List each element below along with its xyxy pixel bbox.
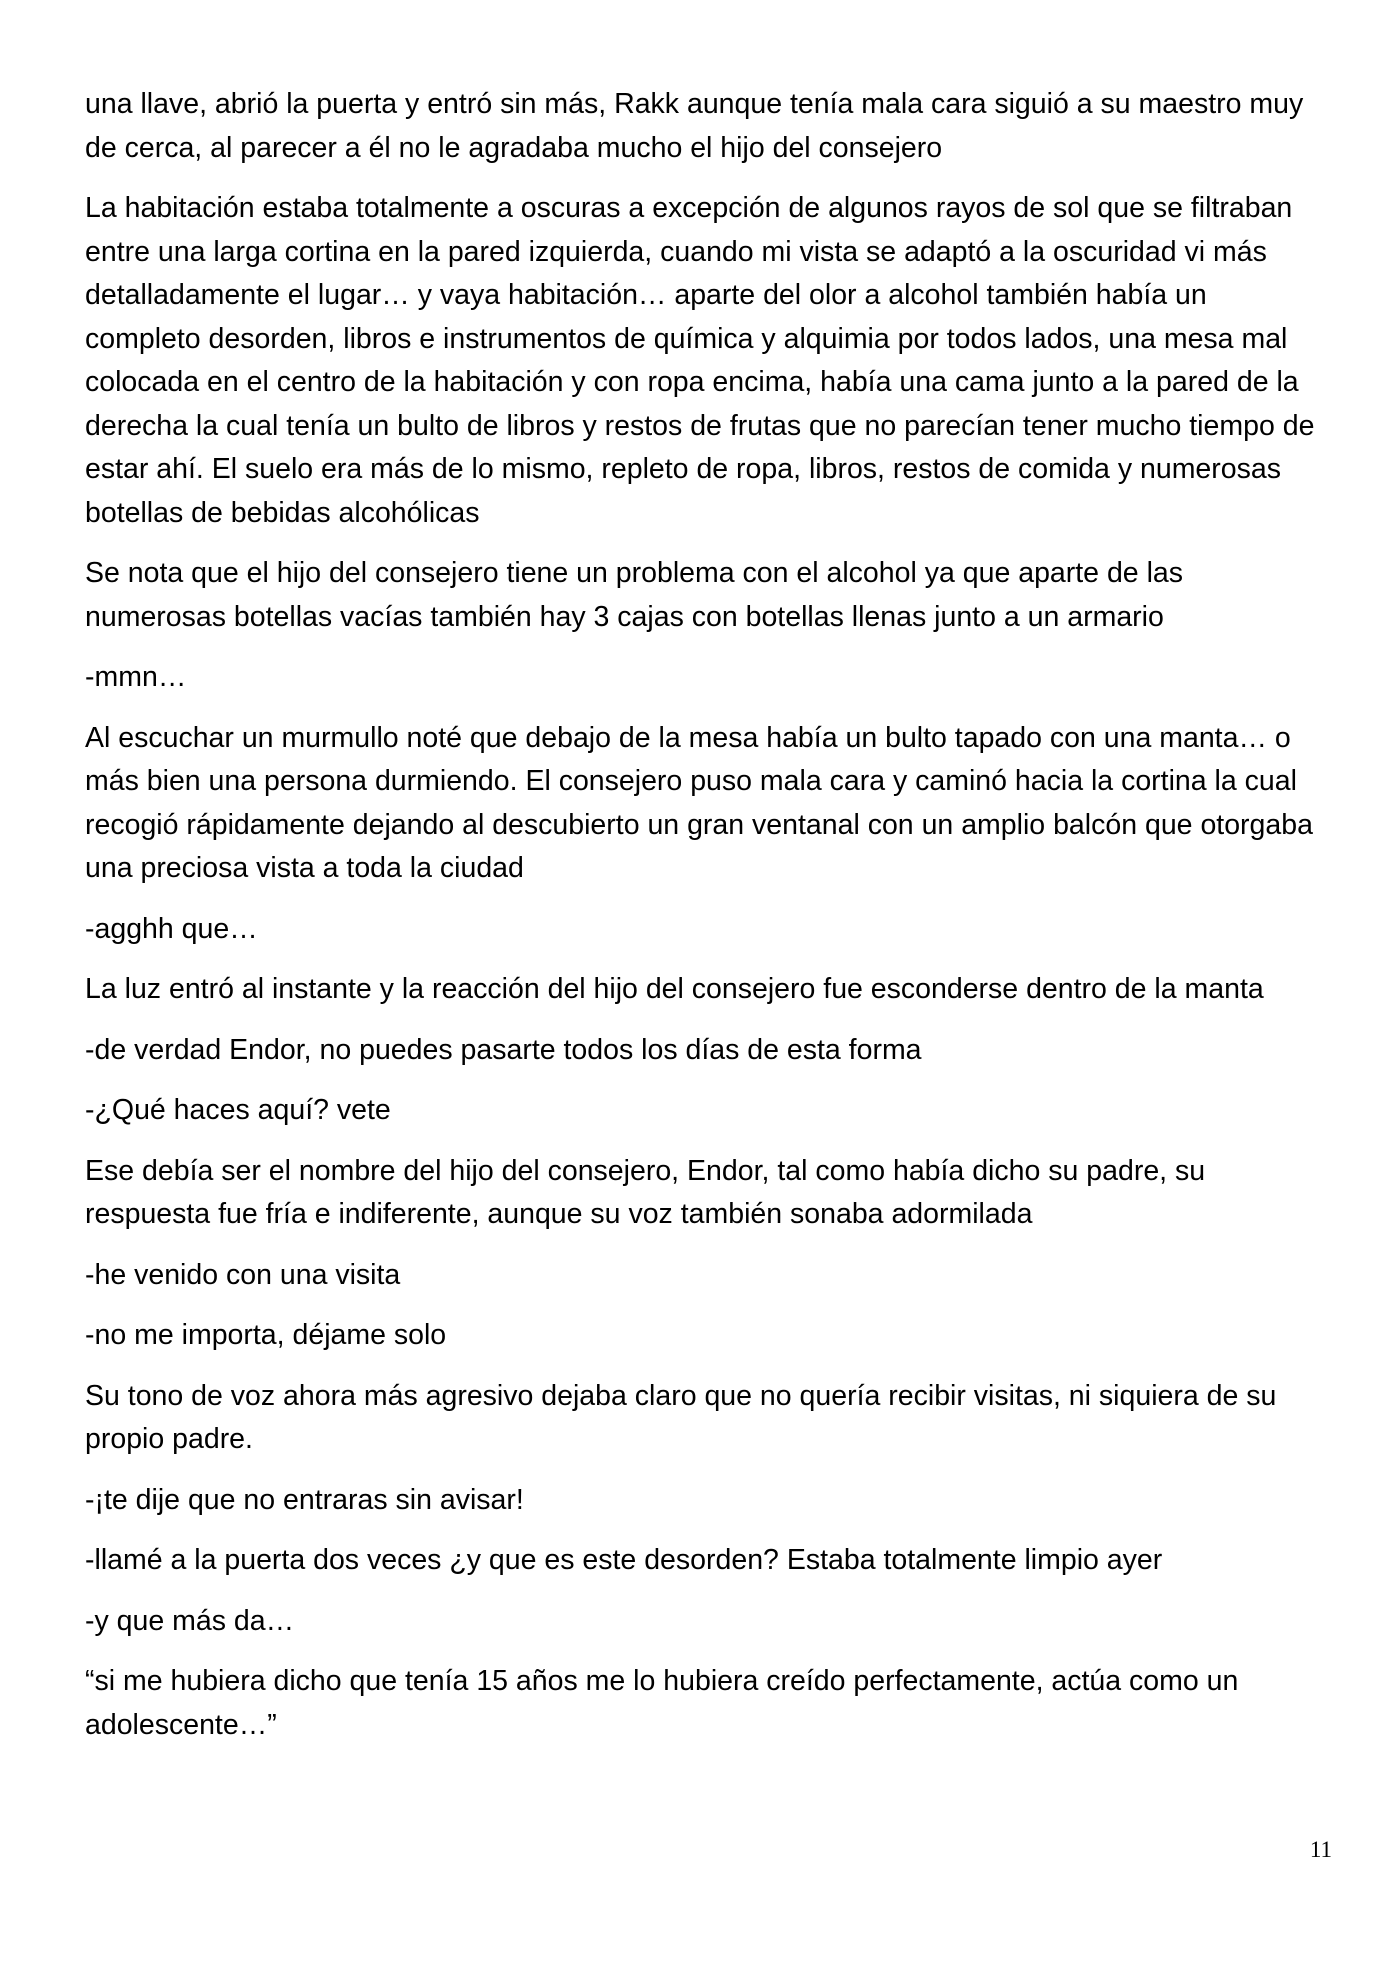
paragraph-15: -llamé a la puerta dos veces ¿y que es este desorden? Estaba totalmente limpio ayer	[85, 1544, 1163, 1576]
paragraph-7: La luz entró al instante y la reacción del hijo del consejero fue esconderse dentro de la manta	[85, 973, 1264, 1005]
paragraph-17: “si me hubiera dicho que tenía 15 años me lo hubiera creído perfectamente, actúa como un adolescente…”	[85, 1665, 1239, 1741]
paragraph-4: -mmn…	[85, 661, 187, 693]
body-text	[85, 83, 1320, 1764]
paragraph-12: -no me importa, déjame solo	[85, 1319, 447, 1351]
paragraph-5: Al escuchar un murmullo noté que debajo de la mesa había un bulto tapado con una manta… o más bien una persona durmiendo. El consejero puso mala cara y caminó hacia la cortina la cual recogió rápidamente dejando al descubierto un gran ventanal con un amplio balcón que otorgaba una preciosa vista a toda la ciudad	[85, 721, 1313, 884]
paragraph-14: -¡te dije que no entraras sin avisar!	[85, 1483, 524, 1516]
paragraph-3: Se nota que el hijo del consejero tiene un problema con el alcohol ya que aparte de las numerosas botellas vacías también hay 3 cajas con botellas llenas junto a un armario	[85, 557, 1184, 633]
paragraph-6: -agghh que…	[85, 912, 258, 945]
paragraph-13: Su tono de voz ahora más agresivo dejaba claro que no quería recibir visitas, ni siquiera de su propio padre.	[85, 1379, 1277, 1455]
paragraph-2: La habitación estaba totalmente a oscuras a excepción de algunos rayos de sol que se filtraban entre una larga cortina en la pared izquierda, cuando mi vista se adaptó a la oscuridad vi más detalladamente el lugar… y vaya habitación… aparte del olor a alcohol también había un completo desorden, libros e instrumentos de química y alquimia por todos lados, una mesa mal colocada en el centro de la habitación y con ropa encima, había una cama junto a la pared de la derecha la cual tenía un bulto de libros y restos de frutas que no parecían tener mucho tiempo de estar ahí. El suelo era más de lo mismo, repleto de ropa, libros, restos de comida y numerosas botellas de bebidas alcohólicas	[85, 192, 1315, 529]
paragraph-1: una llave, abrió la puerta y entró sin más, Rakk aunque tenía mala cara siguió a su maestro muy de cerca, al parecer a él no le agradaba mucho el hijo del consejero	[85, 88, 1304, 164]
paragraph-9: -¿Qué haces aquí? vete	[85, 1094, 391, 1126]
paragraph-16: -y que más da…	[85, 1604, 295, 1637]
paragraph-8: -de verdad Endor, no puedes pasarte todos los días de esta forma	[85, 1033, 922, 1066]
paragraph-11: -he venido con una visita	[85, 1258, 401, 1291]
paragraph-10: Ese debía ser el nombre del hijo del consejero, Endor, tal como había dicho su padre, su respuesta fue fría e indiferente, aunque su voz también sonaba adormilada	[85, 1154, 1206, 1230]
page-number: 11	[1309, 1837, 1332, 1862]
